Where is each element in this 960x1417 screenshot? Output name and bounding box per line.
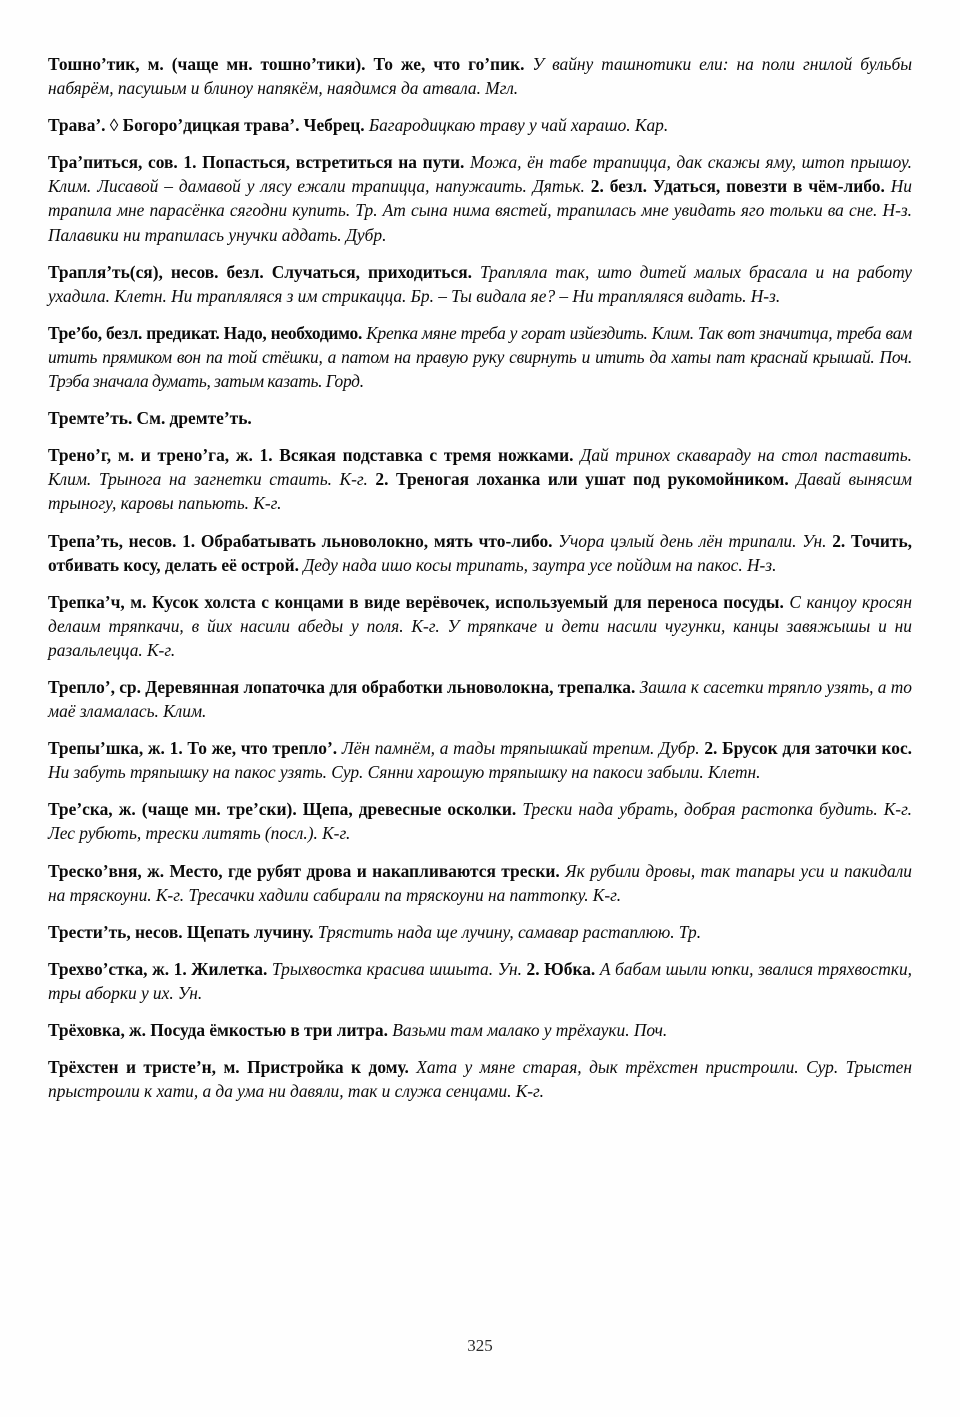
dictionary-entry	[48, 113, 912, 137]
entry-headword: Трапля’ть(ся), несов. безл. Случаться, приходиться.	[48, 261, 480, 282]
entry-quotation: Учора цэлый день лён трипали. Ун.	[558, 530, 833, 551]
entry-headword: Трепа’ть, несов. 1. Обрабатывать льноволокно, мять что-либо.	[48, 530, 559, 551]
entry-list	[48, 52, 912, 1103]
entry-quotation: Лён памнём, а тады тряпышкай трепим. Дубр.	[341, 738, 705, 759]
entry-headword: Трепло’, ср. Деревянная лопаточка для обработки льноволокна, трепалка.	[48, 676, 640, 697]
entry-headword: Трести’ть, несов. Щепать лучину.	[48, 921, 318, 942]
entry-quotation: Трыхвостка красива шшыта. Ун.	[271, 958, 527, 979]
entry-quotation: С канцоу кросян делаим тряпкачи, в йих насили абеды у поля. К-г. У тряпкаче и дети насили чугунки, канцы завяжышы и ни разальлецца. К-г.	[48, 591, 912, 660]
entry-quotation: Ни трапила мне парасёнка сягодни купить. Тр. Ат сына нима вястей, трапилась мне увидать яго тольки ва сне. Н-з. Палавики ни трапилась унучки аддать. Дубр.	[48, 176, 912, 245]
entry-headword: 2. Брусок для заточки кос.	[704, 738, 913, 759]
page-number: 325	[467, 1336, 493, 1355]
entry-quotation: Давай вынясим трыногу, каровы папьють. К-г.	[48, 469, 912, 514]
entry-headword: 2. Юбка.	[526, 958, 600, 979]
entry-quotation: Трапляла так, што дитей малых брасала и на работу ухадила. Клетн. Ни трапляляся з им стрикацца. Бр. – Ты видала яе? – Ни трапляляся видать. Н-з.	[48, 261, 912, 306]
dictionary-entry	[48, 406, 912, 430]
entry-quotation: Крепка мяне треба у горат изйездить. Клим. Так вот значитца, треба вам итить прямиком вон па той стёшки, а патом на правую руку свирнуть и итить да хаты пат краснай крышай. Поч. Трэба значала думать, затым казать. Горд.	[48, 322, 912, 392]
entry-headword: Трепка’ч, м. Кусок холста с концами в виде верёвочек, используемый для переноса посуды.	[48, 591, 790, 612]
entry-quotation: Можа, ён табе трапицца, дак скажы яму, штоп прышоу. Клим. Лисавой – дамавой у лясу ежали трапицца, напужаить. Дятьк.	[48, 152, 912, 197]
dictionary-entry	[48, 260, 912, 308]
entry-headword: Трёхстен и тристе’н, м. Пристройка к дому.	[48, 1057, 417, 1078]
dictionary-entry	[48, 321, 912, 393]
entry-quotation: Ни забуть тряпышку на пакос узять. Сур. Сянни харошую тряпышку на пакоси забыли. Клетн.	[48, 762, 761, 783]
entry-headword: Трёховка, ж. Посуда ёмкостью в три литра.	[48, 1020, 393, 1040]
entry-headword: 2. Точить, отбивать косу, делать её острой.	[48, 530, 912, 575]
entry-quotation: Дай тринох скавараду на стол паставить. Клим. Трынога на загнетки стаить. К-г.	[48, 445, 913, 490]
dictionary-entry	[48, 150, 912, 246]
entry-headword: 2. Треногая лоханка или ушат под рукомойником.	[375, 469, 797, 490]
entry-quotation: Вазьми там малако у трёхауки. Поч.	[392, 1020, 668, 1040]
dictionary-entry	[48, 1018, 912, 1042]
entry-headword: Тре’ска, ж. (чаще мн. тре’ски). Щепа, древесные осколки.	[48, 799, 523, 820]
dictionary-entry	[48, 590, 912, 662]
entry-headword: Треско’вня, ж. Место, где рубят дрова и накапливаются трески.	[48, 860, 566, 881]
entry-quotation: Трески нада убрать, добрая растопка будить. К-г. Лес рубють, трески литять (посл.). К-г.	[48, 799, 912, 844]
dictionary-entry	[48, 52, 912, 100]
dictionary-entry	[48, 1055, 912, 1103]
entry-headword: Трехво’стка, ж. 1. Жилетка.	[48, 958, 272, 979]
entry-quotation: Багародицкаю траву у чай харашо. Кар.	[368, 115, 669, 136]
entry-quotation: Хата у мяне старая, дык трёхстен пристроили. Сур. Трыстен прыстроили к хати, а да ума ни давяли, так и служа сенцами. К-г.	[48, 1057, 912, 1102]
dictionary-entry	[48, 675, 912, 723]
entry-quotation: У вайну ташнотики ели: на поли гнилой бульбы набярём, пасушым и блиноу напякём, наядимся да атвала. Мгл.	[48, 54, 912, 99]
entry-headword: Трепы’шка, ж. 1. То же, что трепло’.	[48, 738, 342, 759]
dictionary-entry	[48, 797, 912, 845]
dictionary-entry	[48, 529, 912, 577]
dictionary-entry	[48, 920, 912, 944]
entry-quotation: А бабам шыли юпки, звалися тряхвостки, тры аборки у их. Ун.	[48, 958, 912, 1003]
entry-headword: Тремте’ть. См. дремте’ть.	[48, 408, 252, 429]
entry-quotation: Трястить нада ще лучину, самавар растаплюю. Тр.	[317, 921, 702, 942]
entry-headword: Трава’.	[48, 115, 110, 136]
entry-quotation: Деду нада ишо косы трипать, заутра усе пойдим на пакос. Н-з.	[303, 554, 777, 575]
entry-quotation: Зашла к сасетки тряпло узять, а то маё зламалась. Клим.	[48, 676, 912, 722]
dictionary-entry	[48, 736, 912, 784]
dictionary-entry	[48, 443, 912, 515]
entry-headword: 2. безл. Удаться, повезти в чём-либо.	[590, 176, 891, 197]
entry-headword: Тре’бо, безл. предикат. Надо, необходимо.	[48, 322, 367, 343]
entry-headword: Тра’питься, сов. 1. Попасться, встретиться на пути.	[48, 152, 470, 173]
dictionary-entry	[48, 957, 912, 1005]
entry-headword: Трено’г, м. и трено’га, ж. 1. Всякая подставка с тремя ножками.	[48, 445, 581, 466]
dictionary-entry	[48, 859, 912, 907]
entry-headword: Тошно’тик, м. (чаще мн. тошно’тики). То же, что го’пик.	[48, 54, 533, 74]
entry-headword: Богоро’дицкая трава’. Чебрец.	[122, 115, 369, 136]
entry-quotation: Як рубили дровы, так тапары уси и пакидали на тряскоуни. К-г. Тресачки хадили сабирали па тряскоуни на паттопку. К-г.	[48, 860, 912, 905]
diamond-icon: ◊	[109, 115, 123, 136]
